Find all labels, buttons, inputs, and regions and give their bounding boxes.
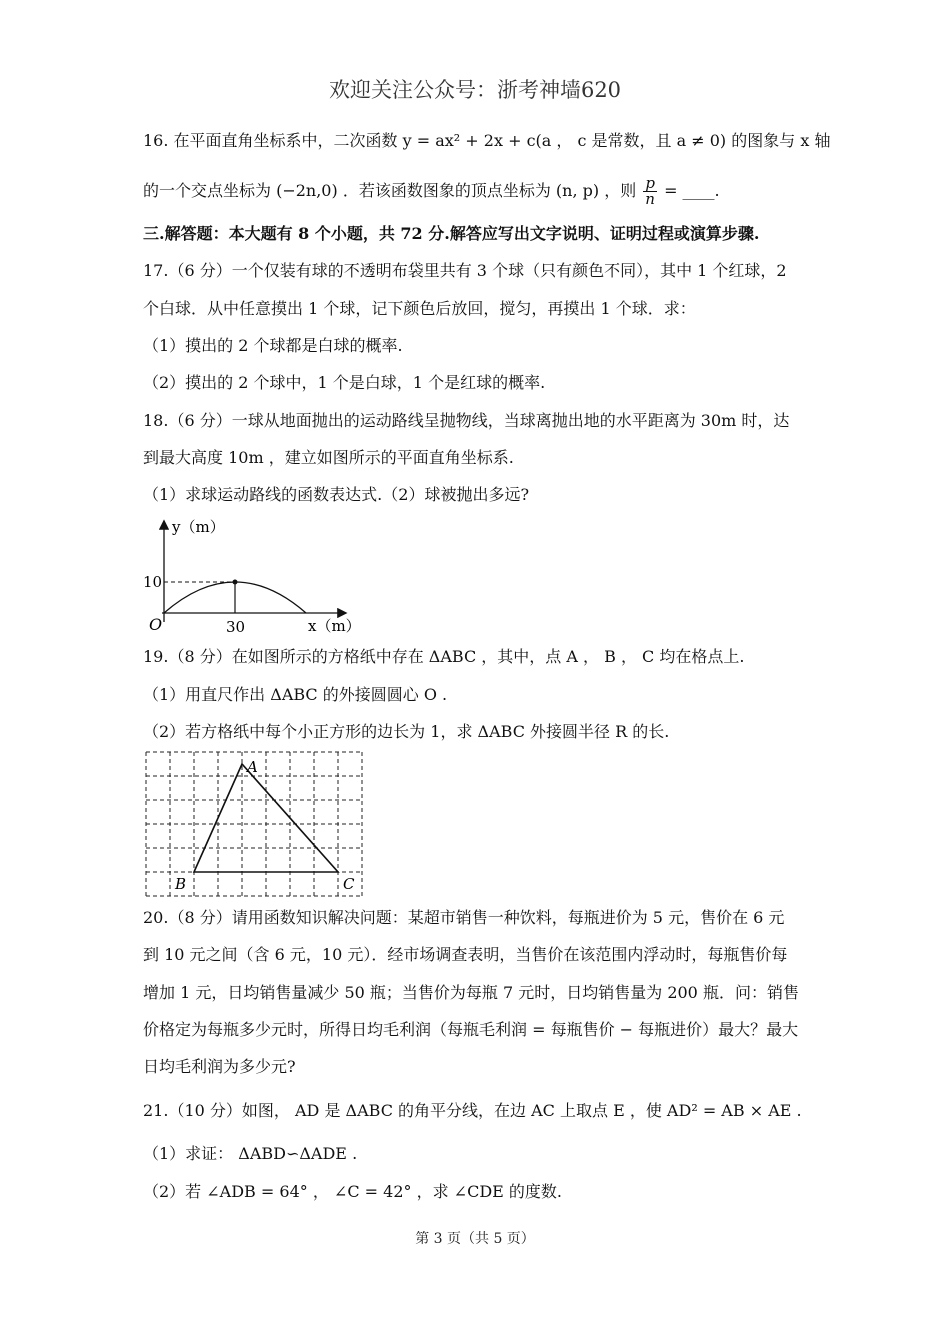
vertex-point — [233, 580, 238, 585]
x-tick-label: 30 — [226, 618, 246, 636]
vertex-label-b: B — [175, 875, 187, 893]
q20-line5: 日均毛利润为多少元? — [143, 1057, 296, 1076]
fraction-denominator: n — [645, 190, 655, 208]
x-axis-label: x（m） — [308, 617, 361, 635]
q21-part1: （1）求证： ΔABD∽ΔADE . — [143, 1144, 358, 1163]
y-axis-label: y（m） — [172, 518, 225, 536]
q18-parts: （1）求球运动路线的函数表达式.（2）球被抛出多远? — [143, 485, 530, 504]
q21-line1: 21.（10 分）如图， AD 是 ΔABC 的角平分线，在边 AC 上取点 E ，使 AD² = AB × AE . — [143, 1101, 802, 1120]
page-footer-number: 第 3 页（共 5 页） — [415, 1231, 535, 1247]
q17-line1: 17.（6 分）一个仅装有球的不透明布袋里共有 3 个球（只有颜色不同），其中 1 个红球，2 — [143, 261, 787, 280]
q19-part1: （1）用直尺作出 ΔABC 的外接圆圆心 O . — [143, 685, 448, 704]
page-header-title: 欢迎关注公众号：浙考神墙620 — [328, 78, 622, 102]
y-tick-label: 10 — [143, 573, 163, 591]
section3-heading: 三.解答题：本大题有 8 个小题，共 72 分.解答应写出文字说明、证明过程或演算步骤. — [143, 224, 760, 243]
parabola-graph — [140, 512, 370, 640]
fraction-p-over-n — [643, 176, 657, 207]
q16-line2 — [143, 176, 720, 207]
q17-part1: （1）摸出的 2 个球都是白球的概率. — [143, 336, 403, 355]
q21-part2: （2）若 ∠ADB = 64° ， ∠C = 42° ，求 ∠CDE 的度数. — [143, 1182, 563, 1201]
q18-line1: 18.（6 分）一球从地面抛出的运动路线呈抛物线，当球离抛出地的水平距离为 30m 时，达 — [143, 411, 790, 430]
q16-answer-blank: = ____. — [664, 181, 720, 200]
q19-line1: 19.（8 分）在如图所示的方格纸中存在 ΔABC ，其中，点 A ， B ， C 均在格点上. — [143, 647, 745, 666]
q20-line1: 20.（8 分）请用函数知识解决问题：某超市销售一种饮料，每瓶进价为 5 元，售价在 6 元 — [143, 908, 785, 927]
origin-label: O — [149, 615, 163, 634]
fraction-numerator: p — [643, 176, 657, 192]
q17-line2: 个白球．从中任意摸出 1 个球，记下颜色后放回，搅匀，再摸出 1 个球．求： — [143, 299, 696, 318]
q17-part2: （2）摸出的 2 个球中，1 个是白球，1 个是红球的概率. — [143, 373, 546, 392]
q20-line4: 价格定为每瓶多少元时，所得日均毛利润（每瓶毛利润 = 每瓶售价 − 每瓶进价）最大？最大 — [143, 1020, 799, 1039]
triangle-grid-figure — [140, 748, 370, 898]
q16-line1: 16. 在平面直角坐标系中，二次函数 y = ax² + 2x + c(a ， c 是常数，且 a ≠ 0) 的图象与 x 轴 — [143, 131, 831, 150]
vertex-label-a: A — [247, 758, 258, 776]
q18-line2: 到最大高度 10m ，建立如图所示的平面直角坐标系. — [143, 448, 514, 467]
q19-part2: （2）若方格纸中每个小正方形的边长为 1，求 ΔABC 外接圆半径 R 的长. — [143, 722, 670, 741]
q20-line3: 增加 1 元，日均销售量减少 50 瓶；当售价为每瓶 7 元时，日均销售量为 200 瓶．问：销售 — [143, 983, 799, 1002]
vertex-label-c: C — [343, 875, 355, 893]
q20-line2: 到 10 元之间（含 6 元，10 元）．经市场调查表明，当售价在该范围内浮动时，每瓶售价每 — [143, 945, 788, 964]
q16-line2-text: 的一个交点坐标为 (−2n,0) ．若该函数图象的顶点坐标为 (n, p) ，则 — [143, 181, 637, 200]
